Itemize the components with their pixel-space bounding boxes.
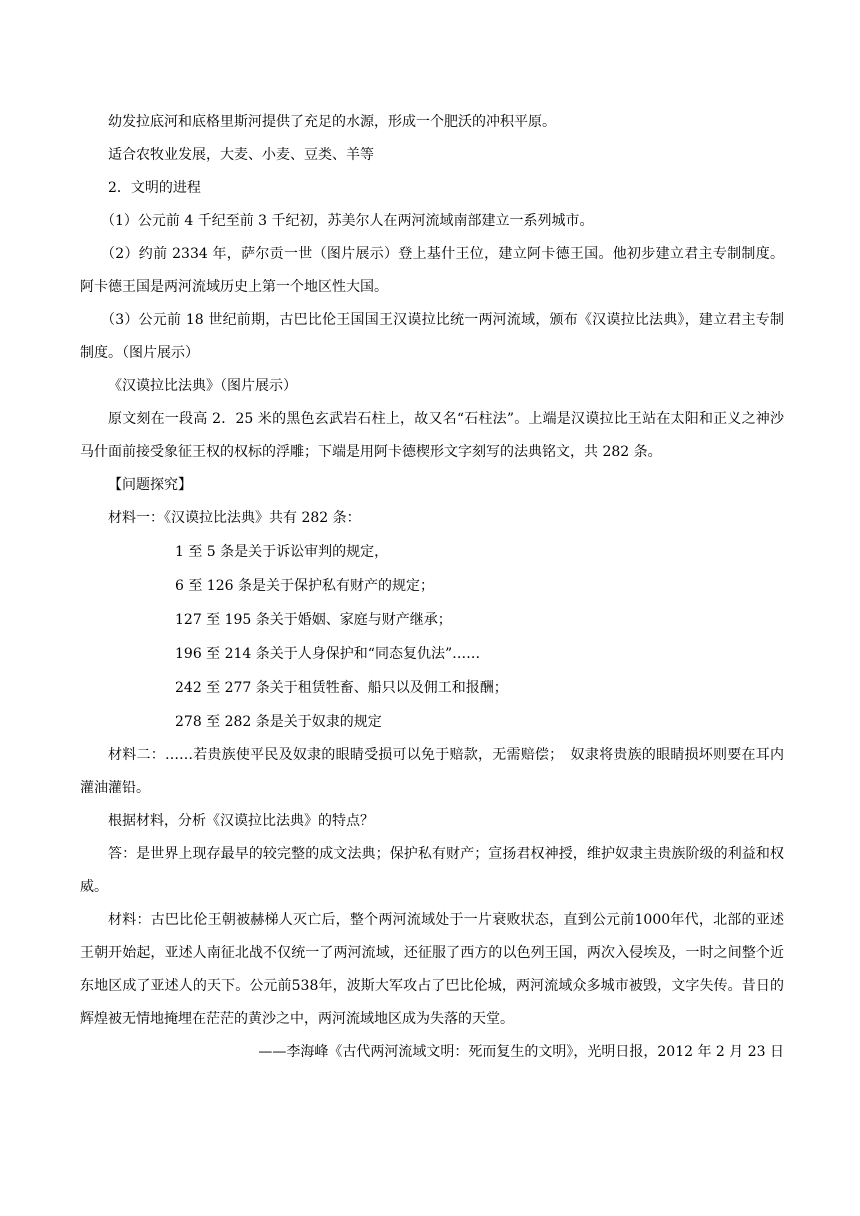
list-item: 242 至 277 条关于租赁牲畜、船只以及佣工和报酬； <box>175 680 508 696</box>
paragraph-agriculture: 适合农牧业发展，大麦、小麦、豆类、羊等 <box>108 147 374 163</box>
material-2: 材料二：……若贵族使平民及奴隶的眼睛受损可以免于赔款，无需赔偿； 奴隶将贵族的眼睛损坏则要在耳内灌油灌铅。 <box>80 747 784 796</box>
code-title: 《汉谟拉比法典》（图片展示） <box>108 378 297 394</box>
list-item: 196 至 214 条关于人身保护和“同态复仇法”…… <box>175 646 481 662</box>
material-1-intro: 材料一：《汉谟拉比法典》共有 282 条： <box>108 510 361 526</box>
source-citation: ——李海峰《古代两河流域文明：死而复生的文明》，光明日报，2012 年 2 月 23 日 <box>258 1044 784 1060</box>
code-description: 原文刻在一段高 2．25 米的黑色玄武岩石柱上，故又名“石柱法”。上端是汉谟拉比王站在太阳和正义之神沙马什面前接受象征王权的权标的浮雕；下端是用阿卡德楔形文字刻写的法典铭文，共 282 条。 <box>80 411 784 460</box>
material-3: 材料：古巴比伦王朝被赫梯人灭亡后，整个两河流域处于一片衰败状态，直到公元前1000年代，北部的亚述王朝开始起，亚述人南征北战不仅统一了两河流域，还征服了西方的以色列王国，两次入侵埃及，一时之间整个近东地区成了亚述人的天下。公元前538年，波斯大军攻占了巴比伦城，两河流域众多城市被毁，文字失传。昔日的辉煌被无情地掩埋在茫茫的黄沙之中，两河流域地区成为失落的天堂。 <box>80 912 784 1027</box>
point-1: （1）公元前 4 千纪至前 3 千纪初，苏美尔人在两河流域南部建立一系列城市。 <box>101 213 594 229</box>
inquiry-heading: 【问题探究】 <box>108 477 192 493</box>
paragraph-plain: 幼发拉底河和底格里斯河提供了充足的水源，形成一个肥沃的冲积平原。 <box>108 114 556 130</box>
question: 根据材料，分析《汉谟拉比法典》的特点？ <box>108 813 374 829</box>
document-page <box>80 106 784 1069</box>
list-item: 127 至 195 条关于婚姻、家庭与财产继承； <box>175 612 452 628</box>
list-item: 6 至 126 条是关于保护私有财产的规定； <box>175 578 434 594</box>
point-3: （3）公元前 18 世纪前期，古巴比伦王国国王汉谟拉比统一两河流域，颁布《汉谟拉比法典》，建立君主专制制度。（图片展示） <box>80 312 784 361</box>
section-heading: 2．文明的进程 <box>108 180 201 196</box>
answer: 答：是世界上现存最早的较完整的成文法典；保护私有财产；宣扬君权神授，维护奴隶主贵族阶级的利益和权威。 <box>80 846 784 895</box>
list-item: 1 至 5 条是关于诉讼审判的规定， <box>175 544 389 560</box>
list-item: 278 至 282 条是关于奴隶的规定 <box>175 714 382 730</box>
point-2: （2）约前 2334 年，萨尔贡一世（图片展示）登上基什王位，建立阿卡德王国。他初步建立君主专制制度。阿卡德王国是两河流域历史上第一个地区性大国。 <box>80 246 784 295</box>
